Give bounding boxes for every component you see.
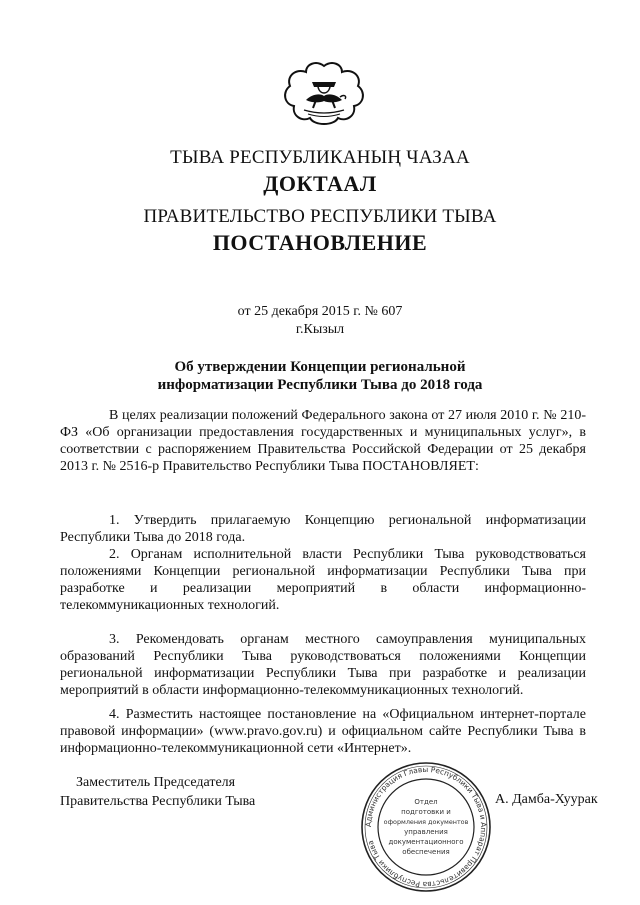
signatory-position bbox=[60, 773, 255, 811]
tuva-document-type: ДОКТААЛ bbox=[263, 171, 377, 196]
russian-document-type: ПОСТАНОВЛЕНИЕ bbox=[212, 230, 428, 255]
document-title-line-2: информатизации Республики Тыва до 2018 года bbox=[157, 377, 483, 393]
preamble-paragraph: В целях реализации положений Федерального закона от 27 июля 2010 г. № 210-ФЗ «Об организации предоставления государственных и муниципальных услуг», в соответствии с распоряжением Правительства Российской Федерации от 25 декабря 2013 г. № 2516-р Правительство Республики Тыва ПОСТАНОВЛЯЕТ: bbox=[60, 408, 586, 474]
item-3-paragraph: 3. Рекомендовать органам местного самоуправления муниципальных образований Республики Тыва руководствоваться положениями Концепции региональной информатизации Республики Тыва при разработке и реализации мероприятий в области информационно-телекоммуникационных технологий. bbox=[60, 632, 586, 698]
stamp-center-line: обеспечения bbox=[402, 848, 450, 856]
item-2-paragraph: 2. Органам исполнительной власти Республики Тыва руководствоваться положениями Концепции региональной информатизации Республики Тыва при разработке и реализации мероприятий в области информационно-телекоммуникационных технологий. bbox=[60, 547, 586, 613]
russian-government-name: ПРАВИТЕЛЬСТВО РЕСПУБЛИКИ ТЫВА bbox=[143, 206, 497, 227]
stamp-center-line: управления bbox=[404, 828, 448, 836]
signatory-position-line-2: Правительства Республики Тыва bbox=[60, 794, 256, 809]
stamp-center-line: Отдел bbox=[414, 798, 438, 806]
official-stamp bbox=[358, 759, 494, 895]
item-1-paragraph: 1. Утвердить прилагаемую Концепцию региональной информатизации Республики Тыва до 2018 года. bbox=[60, 513, 586, 545]
item-4-paragraph: 4. Разместить настоящее постановление на «Официальном интернет-портале правовой информации» (www.pravo.gov.ru) и официальном сайте Республики Тыва в информационно-телекоммуникационной сети «Интернет». bbox=[60, 707, 586, 756]
signatory-name: А. Дамба-Хуурак bbox=[495, 792, 598, 807]
tuva-government-name: ТЫВА РЕСПУБЛИКАНЫҢ ЧАЗАА bbox=[170, 147, 470, 168]
stamp-center-line: подготовки и bbox=[401, 808, 451, 816]
stamp-center-line: оформления документов bbox=[383, 818, 469, 826]
coat-of-arms-emblem bbox=[282, 60, 366, 130]
document-title-line-1: Об утверждении Концепции региональной bbox=[174, 359, 466, 375]
document-date-number: от 25 декабря 2015 г. № 607 bbox=[237, 304, 403, 319]
signatory-position-line-1: Заместитель Председателя bbox=[76, 775, 236, 790]
stamp-center-line: документационного bbox=[388, 838, 464, 846]
stamp-ring-text: Администрация Главы Республики Тыва и Аппарат Правительства Республики Тыва bbox=[363, 764, 489, 890]
document-city: г.Кызыл bbox=[295, 322, 345, 337]
